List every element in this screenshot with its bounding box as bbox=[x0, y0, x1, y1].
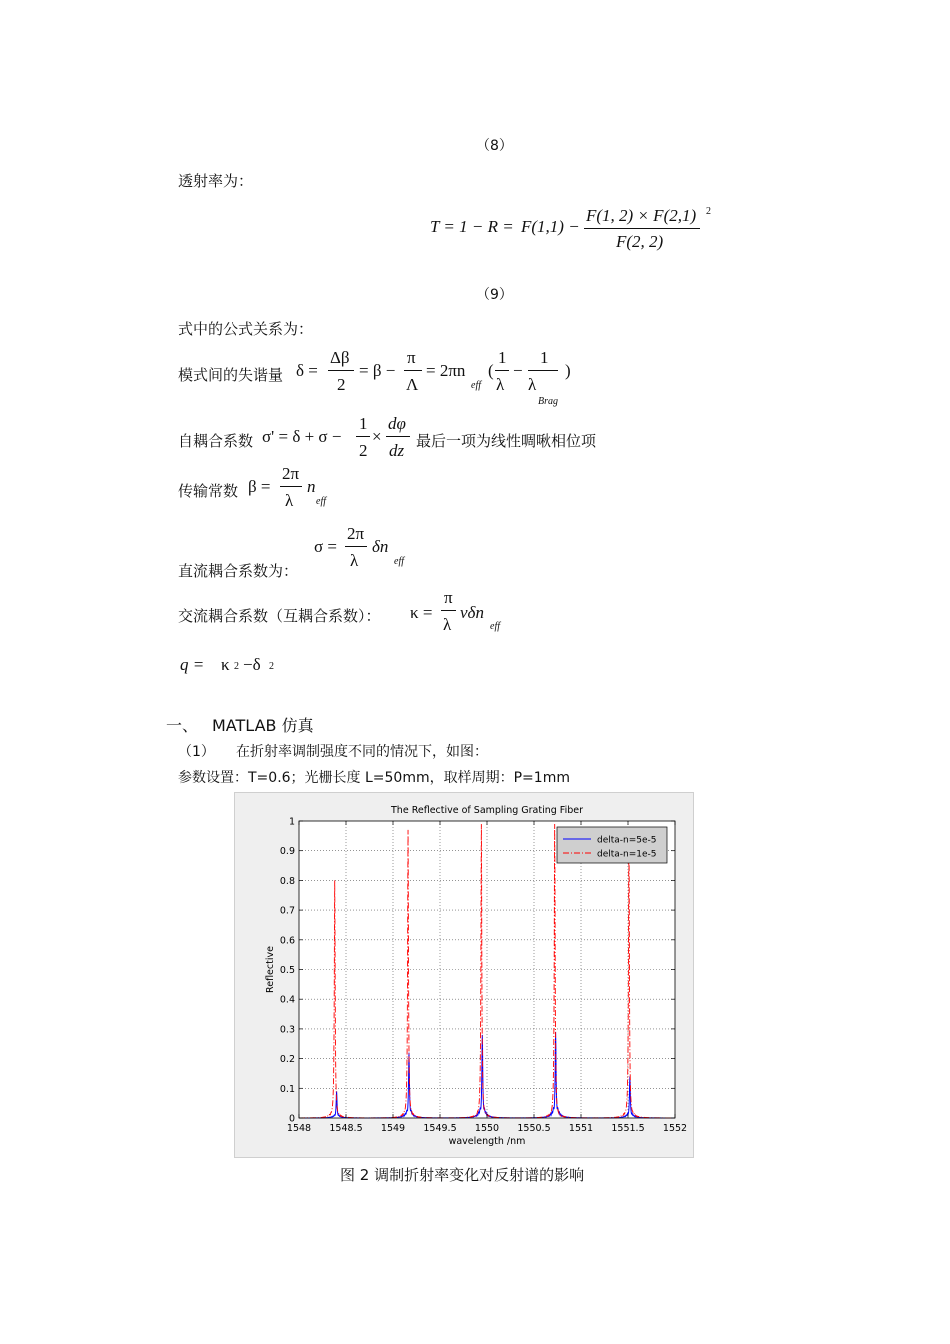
eq-t-exponent: 2 bbox=[706, 206, 711, 217]
legend-label-1: delta-n=5e-5 bbox=[597, 835, 657, 846]
q-delta-exp: 2 bbox=[269, 661, 274, 672]
section-title: MATLAB 仿真 bbox=[212, 716, 314, 735]
figure-caption: 图 2 调制折射率变化对反射谱的影响 bbox=[340, 1166, 585, 1184]
dc-coupling-label: 直流耦合系数为： bbox=[178, 562, 299, 580]
propagation-label: 传输常数 bbox=[178, 482, 239, 500]
detuning-paren-close: ) bbox=[565, 361, 571, 380]
self-coupling-num1: 1 bbox=[359, 414, 368, 433]
ac-coupling-lhs: κ = bbox=[410, 603, 433, 622]
q-minus-delta: −δ bbox=[243, 655, 261, 674]
detuning-eff: eff bbox=[471, 380, 481, 391]
detuning-bar4 bbox=[528, 370, 558, 371]
detuning-num2: π bbox=[407, 348, 416, 367]
transmittance-label: 透射率为： bbox=[178, 172, 254, 190]
self-coupling-den1: 2 bbox=[359, 441, 368, 460]
self-coupling-times: × bbox=[372, 427, 382, 446]
detuning-paren-open: ( bbox=[488, 361, 494, 380]
x-tick-label: 1549.5 bbox=[423, 1123, 457, 1134]
detuning-delta: δ = bbox=[296, 361, 318, 380]
y-tick-label: 0.5 bbox=[279, 965, 295, 976]
equation-number-8: （8） bbox=[476, 138, 513, 154]
x-tick-label: 1551 bbox=[568, 1123, 594, 1134]
detuning-den1: 2 bbox=[337, 375, 346, 394]
y-tick-label: 1 bbox=[288, 816, 295, 828]
propagation-bar bbox=[280, 486, 302, 487]
case1-text: 在折射率调制强度不同的情况下，如图： bbox=[236, 744, 488, 760]
detuning-label: 模式间的失谐量 bbox=[178, 366, 284, 384]
detuning-bar2 bbox=[404, 370, 422, 371]
q-kappa-exp: 2 bbox=[234, 661, 239, 672]
propagation-den: λ bbox=[285, 491, 294, 510]
propagation-lhs: β = bbox=[248, 477, 271, 496]
section-number: 一、 bbox=[166, 716, 199, 735]
dc-coupling-lhs: σ = bbox=[314, 537, 338, 556]
detuning-bar3 bbox=[495, 370, 509, 371]
relations-intro: 式中的公式关系为： bbox=[178, 320, 314, 338]
ac-coupling-label: 交流耦合系数（互耦合系数）： bbox=[178, 607, 381, 625]
q-kappa: κ bbox=[221, 655, 230, 674]
y-tick-label: 0.4 bbox=[279, 994, 295, 1006]
chart-title: The Reflective of Sampling Grating Fiber bbox=[391, 805, 583, 816]
x-axis-label: wavelength /nm bbox=[448, 1136, 526, 1147]
self-coupling-bar2 bbox=[386, 436, 410, 437]
y-tick-label: 0.8 bbox=[279, 875, 295, 887]
detuning-bar1 bbox=[328, 370, 354, 371]
parameter-settings: 参数设置：T=0.6；光栅长度 L=50mm，取样周期：P=1mm bbox=[178, 770, 570, 786]
x-tick-label: 1552 bbox=[662, 1123, 688, 1134]
self-coupling-bar1 bbox=[356, 436, 370, 437]
detuning-mid: = β − bbox=[359, 361, 396, 380]
legend-label-2: delta-n=1e-5 bbox=[597, 849, 657, 860]
propagation-num: 2π bbox=[282, 464, 300, 483]
dc-coupling-num: 2π bbox=[347, 524, 365, 543]
dc-coupling-den: λ bbox=[350, 551, 359, 570]
detuning-den3: λ bbox=[496, 375, 505, 394]
detuning-minus: − bbox=[513, 361, 523, 380]
dc-coupling-eff: eff bbox=[394, 556, 404, 567]
reflectance-chart bbox=[235, 793, 693, 1157]
propagation-n: n bbox=[307, 477, 316, 496]
x-tick-label: 1549 bbox=[380, 1123, 406, 1134]
y-tick-label: 0.2 bbox=[279, 1054, 295, 1066]
y-tick-label: 0.6 bbox=[279, 935, 295, 947]
detuning-num1: Δβ bbox=[330, 348, 350, 367]
y-tick-label: 0 bbox=[288, 1113, 295, 1125]
ac-coupling-den: λ bbox=[443, 615, 452, 634]
figure-frame bbox=[234, 792, 694, 1158]
y-axis-label: Reflective bbox=[265, 946, 276, 993]
y-tick-label: 0.3 bbox=[279, 1024, 295, 1036]
detuning-den4: λ bbox=[528, 375, 537, 394]
dc-coupling-rhs: δn bbox=[372, 537, 389, 556]
case1-number: （1） bbox=[178, 744, 215, 760]
eq-t-numerator: F(1, 2) × F(2,1) bbox=[586, 206, 697, 225]
q-lhs: q = bbox=[180, 655, 205, 674]
x-tick-label: 1551.5 bbox=[611, 1123, 645, 1134]
eq-t-denominator: F(2, 2) bbox=[616, 232, 664, 251]
detuning-rhs: = 2πn bbox=[426, 361, 466, 380]
ac-coupling-rhs: vδn bbox=[460, 603, 484, 622]
ac-coupling-bar bbox=[441, 610, 456, 611]
eq-t-fraction-bar bbox=[584, 228, 700, 229]
detuning-num3: 1 bbox=[498, 348, 507, 367]
y-tick-label: 0.9 bbox=[279, 846, 295, 858]
eq-t-lhs: T = 1 − R = bbox=[430, 217, 514, 236]
self-coupling-lhs: σ' = δ + σ − bbox=[262, 427, 342, 446]
ac-coupling-num: π bbox=[444, 588, 453, 607]
y-tick-label: 0.1 bbox=[279, 1083, 295, 1095]
detuning-den2: Λ bbox=[406, 375, 419, 394]
propagation-eff: eff bbox=[316, 496, 326, 507]
ac-coupling-eff: eff bbox=[490, 621, 500, 632]
eq-t-f11: F(1,1) − bbox=[521, 217, 580, 236]
detuning-num4: 1 bbox=[540, 348, 549, 367]
self-coupling-label: 自耦合系数 bbox=[178, 432, 254, 450]
equation-number-9: （9） bbox=[476, 287, 513, 303]
x-tick-label: 1548 bbox=[286, 1123, 312, 1134]
self-coupling-note: 最后一项为线性啁啾相位项 bbox=[416, 432, 597, 450]
y-tick-label: 0.7 bbox=[279, 905, 295, 917]
self-coupling-den2: dz bbox=[389, 441, 405, 460]
dc-coupling-bar bbox=[345, 546, 367, 547]
x-tick-label: 1550.5 bbox=[517, 1123, 551, 1134]
self-coupling-num2: dφ bbox=[388, 414, 406, 433]
detuning-brag: Brag bbox=[538, 396, 558, 407]
x-tick-label: 1550 bbox=[474, 1123, 500, 1134]
x-tick-label: 1548.5 bbox=[329, 1123, 363, 1134]
